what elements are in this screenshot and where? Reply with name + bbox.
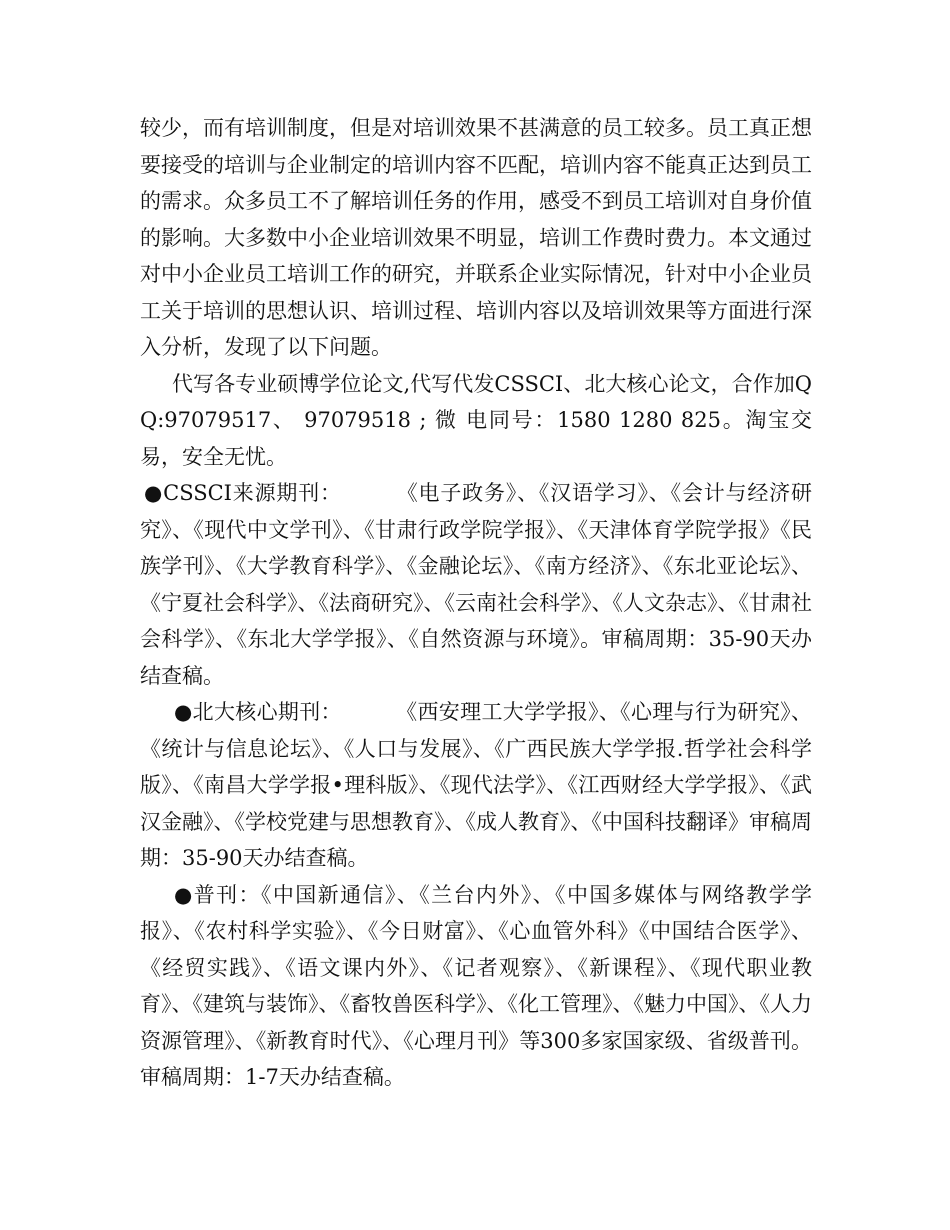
core-label: ●北大核心期刊： <box>174 700 342 724</box>
general-journals-paragraph <box>140 877 812 1096</box>
core-journals-paragraph <box>140 694 812 877</box>
cssci-label: ●CSSCI来源期刊： <box>144 481 342 505</box>
general-list: 《中国新通信》、《兰台内外》、《中国多媒体与网络教学学报》、《农村科学实验》、《今日财富》、《心血管外科》《中国结合医学》、《经贸实践》、《语文课内外》、《记者观察》、《新课程》、《现代职业教育》、《建筑与装饰》、《畜牧兽医科学》、《化工管理》、《魅力中国》、《人力资源管理》、《新教育时代》、《心理月刊》等300多家国家级、省级普刊。审稿周期：1-7天办结查稿。 <box>140 882 812 1089</box>
contact-paragraph: 代写各专业硕博学位论文,代写代发CSSCI、北大核心论文，合作加QQ:97079517、 97079518 ; 微 电同号：1580 1280 825。淘宝交易，安全无忧。 <box>140 371 812 469</box>
cssci-list: 《电子政务》、《汉语学习》、《会计与经济研究》、《现代中文学刊》、《甘肃行政学院学报》、《天津体育学院学报》《民族学刊》、《大学教育科学》、《金融论坛》、《南方经济》、《东北亚论坛》、《宁夏社会科学》、《法商研究》、《云南社会科学》、《人文杂志》、《甘肃社会科学》、《东北大学学报》、《自然资源与环境》。审稿周期：35-90天办结查稿。 <box>140 481 812 688</box>
core-list: 《西安理工大学学报》、《心理与行为研究》、《统计与信息论坛》、《人口与发展》、《广西民族大学学报.哲学社会科学版》、《南昌大学学报•理科版》、《现代法学》、《江西财经大学学报》、《武汉金融》、《学校党建与思想教育》、《成人教育》、《中国科技翻译》审稿周期：35-90天办结查稿。 <box>140 700 812 870</box>
body-paragraph: 较少，而有培训制度，但是对培训效果不甚满意的员工较多。员工真正想要接受的培训与企业制定的培训内容不匹配，培训内容不能真正达到员工的需求。众多员工不了解培训任务的作用，感受不到员工培训对自身价值的影响。大多数中小企业培训效果不明显，培训工作费时费力。本文通过对中小企业员工培训工作的研究，并联系企业实际情况，针对中小企业员工关于培训的思想认识、培训过程、培训内容以及培训效果等方面进行深入分析，发现了以下问题。 <box>140 116 812 359</box>
general-label: ●普刊： <box>174 882 261 907</box>
cssci-journals-paragraph <box>140 475 812 694</box>
